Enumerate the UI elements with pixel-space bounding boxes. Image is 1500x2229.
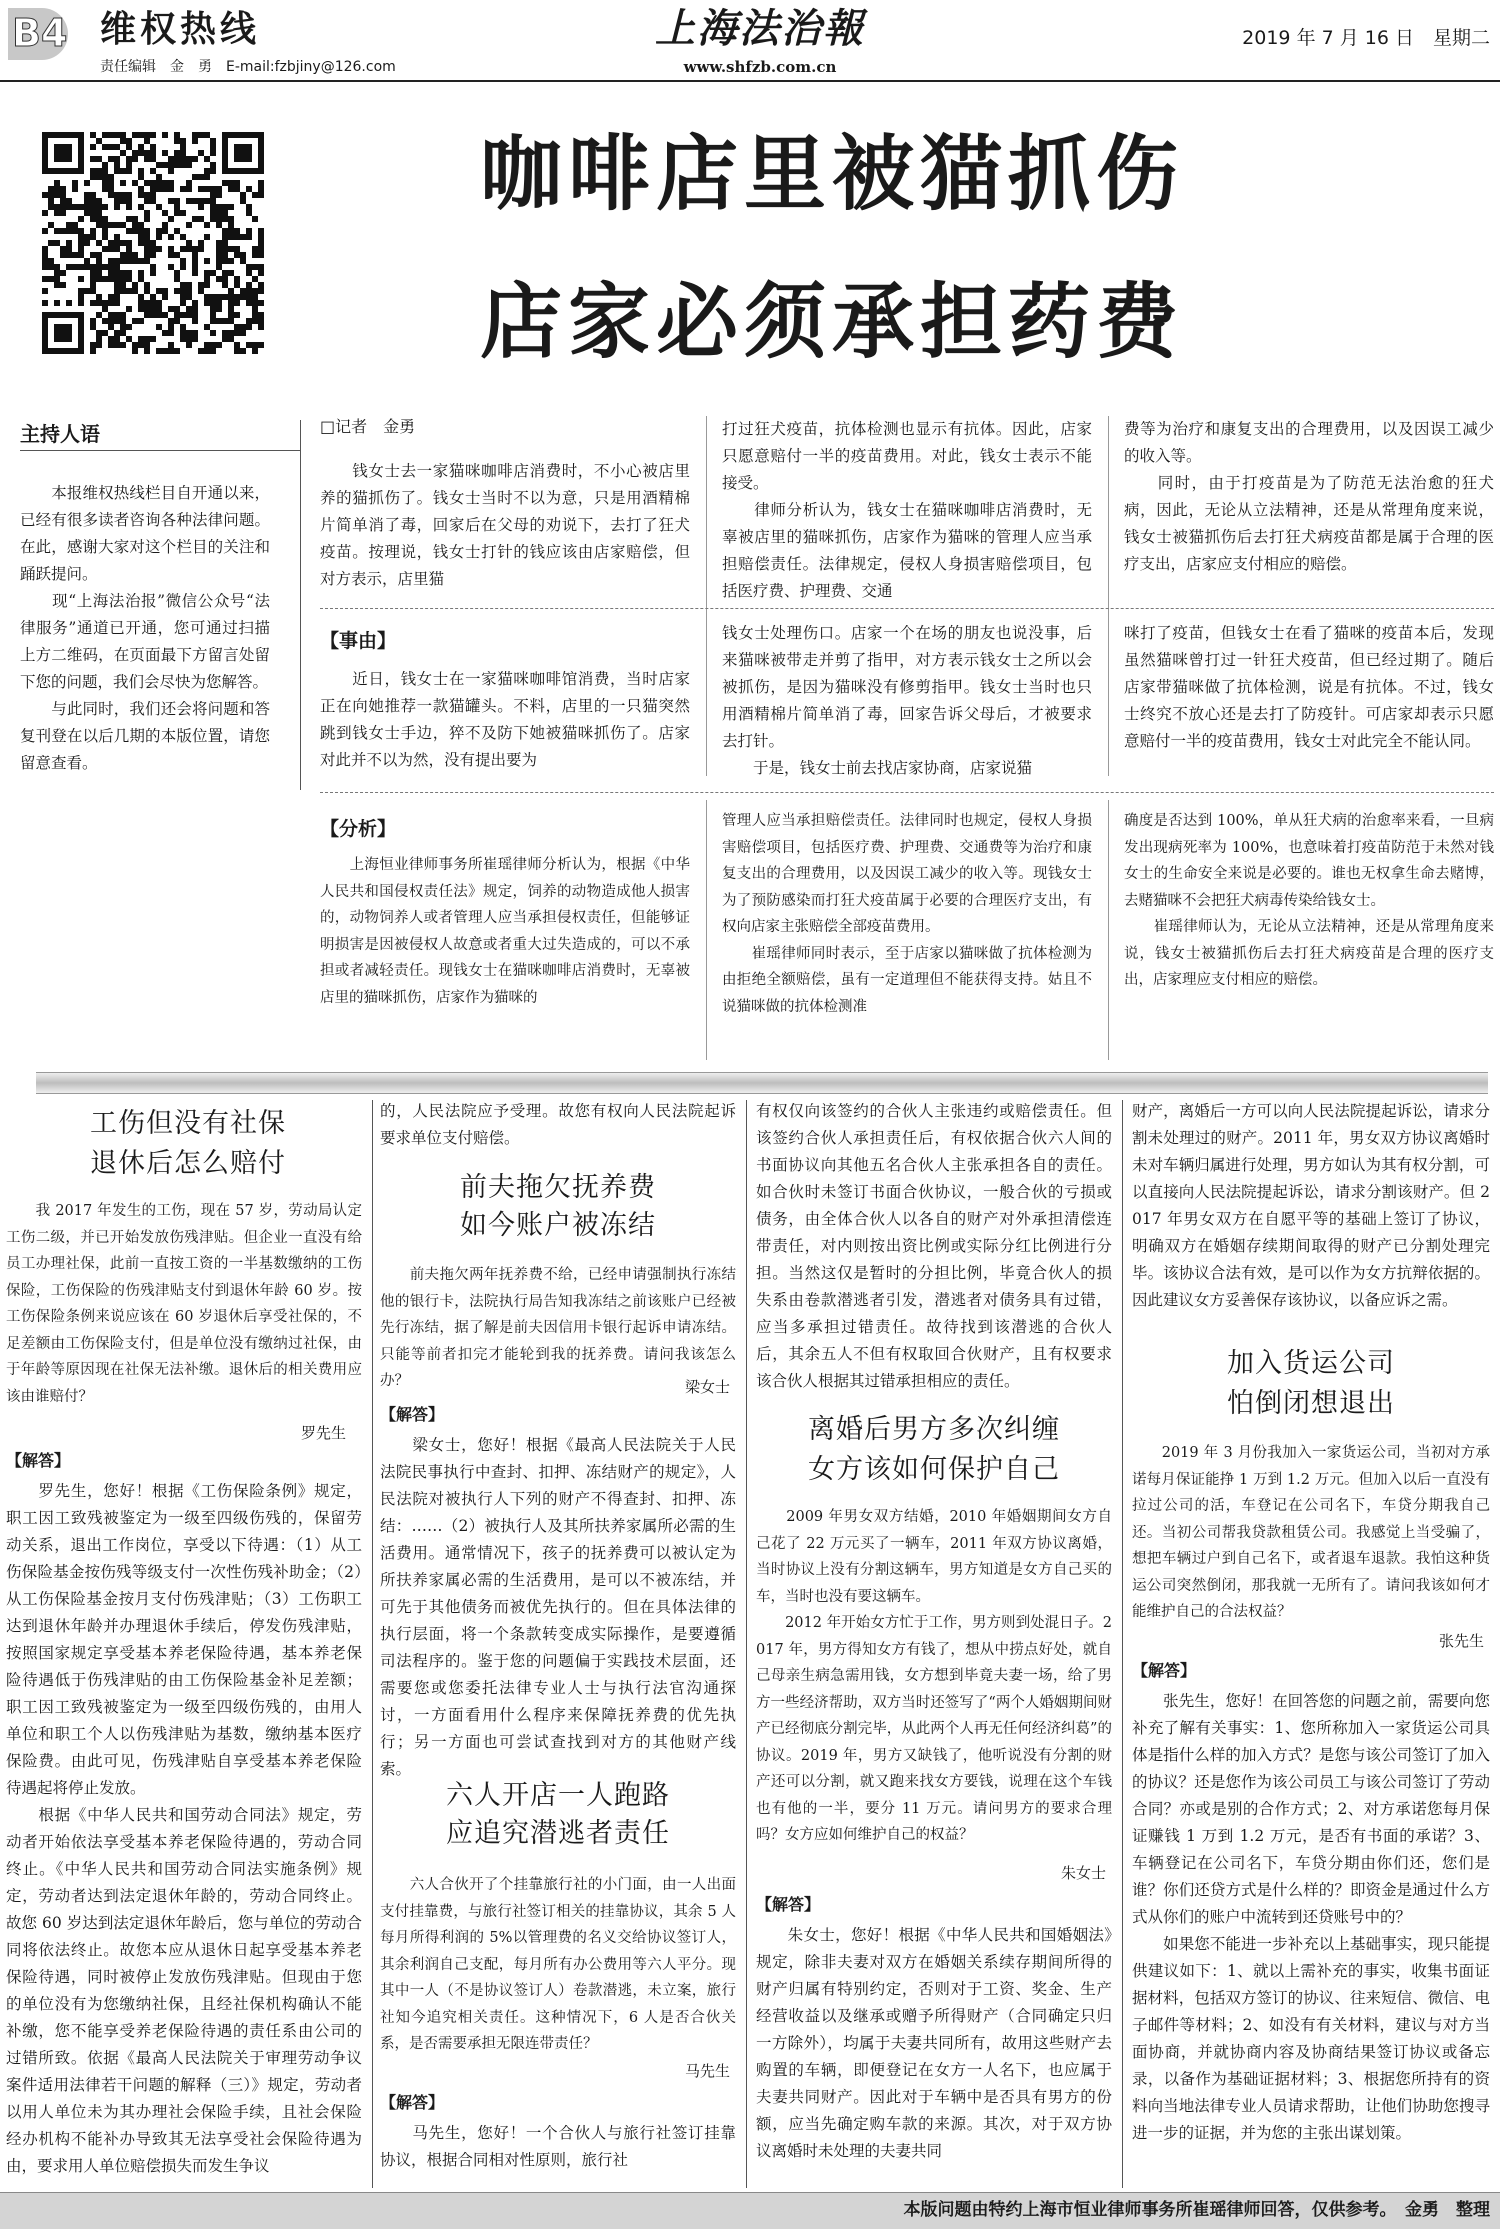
article-4-continued: 财产，离婚后一方可以向人民法院提起诉讼，请求分割未处理过的财产。2011 年，男女双方协议离婚时未对车辆归属进行处理，男方如认为其有权分割，可以直接向人民法院提起诉讼，请求分割该财产。但 2017 年男女双方在自愿平等的基础上签订了协议，明确双方在婚姻存续期间取得的财产已分割处理完毕。该协议合法有效，是可以作为女方抗辩依据的。因此建议女方妥善保存该协议，以备应诉之需。	[1132, 1102, 1490, 1309]
qr-code-icon[interactable]	[42, 132, 264, 354]
article-4-title-2: 女方该如何保护自己	[808, 1454, 1060, 1485]
label-analysis: 【分析】	[320, 818, 397, 840]
article-1-continued: 的，人民法院应予受理。故您有权向人民法院起诉要求单位支付赔偿。	[380, 1102, 736, 1147]
article-3-answer: 马先生，您好！一个合伙人与旅行社签订挂靠协议，根据合同相对性原则，旅行社	[380, 2124, 736, 2169]
main-headline-1: 咖啡店里被猫抓伤	[480, 127, 1185, 222]
analysis-col-3: 确度是否达到 100%，单从狂犬病的治愈率来看，一旦病发出现病死率为 100%，也意味着打疫苗防范于未然对钱女士的生命安全来说是必要的。谁也无权拿生命去赌博，去赌猫咪不会把狂犬病毒传染给钱女士。 崔瑶律师认为，无论从立法精神，还是从常理角度来说，钱女士被猫抓伤后去打狂犬病疫苗是合理的医疗支出，店家理应支付相应的赔偿。	[1124, 813, 1494, 988]
article-5-answer-label: 【解答】	[1132, 1661, 1197, 1680]
article-4-answer: 朱女士，您好！根据《中华人民共和国婚姻法》规定，除非夫妻对双方在婚姻关系续存期间所得的财产归属有特别约定，否则对于工资、奖金、生产经营收益以及继承或赠予所得财产（合同确定只归一方除外），均属于夫妻共同所有，故用这些财产去购置的车辆，即便登记在女方一人名下，也应属于夫妻共同财产。因此对于车辆中是否具有男方的份额，应当先确定购车款的来源。其次，对于双方协议离婚时未处理的夫妻共同	[756, 1926, 1112, 2160]
article-5-title-1: 加入货运公司	[1227, 1348, 1395, 1379]
article-1-title-2: 退休后怎么赔付	[90, 1148, 286, 1179]
cause-col-3: 咪打了疫苗，但钱女士在看了猫咪的疫苗本后，发现虽然猫咪曾打过一针狂犬疫苗，但已经过期了。随后店家带猫咪做了抗体检测，说是有抗体。不过，钱女士终究不放心还是去打了防疫针。可店家却表示只愿意赔付一半的疫苗费用，钱女士对此完全不能认同。	[1124, 624, 1494, 750]
article-5-signature: 张先生	[1438, 1632, 1484, 1650]
lead-col-3: 费等为治疗和康复支出的合理费用，以及因误工减少的收入等。 同时，由于打疫苗是为了防范无法治愈的狂犬病，因此，无论从立法精神，还是从常理角度来说，钱女士被猫抓伤后去打狂犬病疫苗都是属于合理的医疗支出，店家应支付相应的赔偿。	[1124, 420, 1494, 573]
article-2-title-2: 如今账户被冻结	[460, 1210, 656, 1241]
article-3-question: 六人合伙开了个挂靠旅行社的小门面，由一人出面支付挂靠费，与旅行社签订相关的挂靠协议，其余 5 人每月所得利润的 5%以管理费的名义交给协议签订人，其余利润自己支配，每月所有办公费用等六人平分。现其中一人（不是协议签订人）卷款潜逃，未立案，旅行社知今追究相关责任。这种情况下，6 人是否合伙关系，是否需要承担无限连带责任？	[380, 1877, 736, 2052]
article-5-answer: 张先生，您好！在回答您的问题之前，需要向您补充了解有关事实：1、您所称加入一家货运公司具体是指什么样的加入方式？是您与该公司签订了加入的协议？还是您作为该公司员工与该公司签订了劳动合同？亦或是别的合作方式；2、对方承诺您每月保证赚钱 1 万到 1.2 万元，是否有书面的承诺？3、车辆登记在公司名下，车贷分期由你们还，您们是谁？你们还贷方式是什么样的？即资金是通过什么方式从你们的账户中流转到还贷账号中的？ 如果您不能进一步补充以上基础事实，现只能提供建议如下：1、就以上需补充的事实，收集书面证据材料，包括双方签订的协议、往来短信、微信、电子邮件等材料；2、如没有有关材料，建议与对方当面协商，并就协商内容及协商结果签订协议或备忘录，以备作为基础证据材料；3、根据您所持有的资料向当地法律专业人员请求帮助，让他们协助您搜寻进一步的证据，并为您的主张出谋划策。	[1132, 1692, 1490, 2142]
lead-col-1: 钱女士去一家猫咪咖啡店消费时，不小心被店里养的猫抓伤了。钱女士当时不以为意，只是用酒精棉片简单消了毒，回家后在父母的劝说下，去打了狂犬疫苗。按理说，钱女士打针的钱应该由店家赔偿，但对方表示，店里猫	[320, 462, 690, 588]
article-4-answer-label: 【解答】	[756, 1895, 821, 1914]
article-4-title-1: 离婚后男方多次纠缠	[808, 1414, 1060, 1445]
article-5-title-2: 怕倒闭想退出	[1227, 1388, 1395, 1419]
cause-col-1: 近日，钱女士在一家猫咪咖啡馆消费，当时店家正在向她推荐一款猫罐头。不料，店里的一只猫突然跳到钱女士手边，猝不及防下她被猫咪抓伤了。店家对此并不以为然，没有提出要为	[320, 670, 690, 769]
cause-col-2: 钱女士处理伤口。店家一个在场的朋友也说没事，后来猫咪被带走并剪了指甲，对方表示钱女士之所以会被抓伤，是因为猫咪没有修剪指甲。钱女士当时也只用酒精棉片简单消了毒，回家告诉父母后，才被要求去打针。 于是，钱女士前去找店家协商，店家说猫	[722, 624, 1092, 777]
article-3-signature: 马先生	[684, 2062, 730, 2080]
article-2-answer: 梁女士，您好！根据《最高人民法院关于人民法院民事执行中查封、扣押、冻结财产的规定》，人民法院对被执行人下列的财产不得查封、扣押、冻结：……（2）被执行人及其所扶养家属所必需的生活费用。通常情况下，孩子的抚养费可以被认定为所扶养家属必需的生活费用，是可以不被冻结，并可先于其他债务而被优先执行的。但在具体法律的执行层面，将一个条款转变成实际操作，是要遵循司法程序的。鉴于您的问题偏于实践技术层面，还需要您或您委托法律专业人士与执行法官沟通探讨，一方面看用什么程序来保障抚养费的优先执行；另一方面也可尝试查找到对方的其他财产线索。	[380, 1436, 736, 1778]
footer-note: 本版问题由特约上海市恒业律师事务所崔瑶律师回答，仅供参考。 金勇 整理	[903, 2200, 1490, 2220]
analysis-col-2: 管理人应当承担赔偿责任。法律同时也规定，侵权人身损害赔偿项目，包括医疗费、护理费、交通费等为治疗和康复支出的合理费用，以及因误工减少的收入等。现钱女士为了预防感染而打狂犬疫苗属于必要的合理医疗支出，有权向店家主张赔偿全部疫苗费用。 崔瑶律师同时表示，至于店家以猫咪做了抗体检测为由拒绝全额赔偿，虽有一定道理但不能获得支持。姑且不说猫咪做的抗体检测准	[722, 813, 1092, 1015]
article-2-title-1: 前夫拖欠抚养费	[460, 1172, 656, 1203]
article-3-title-1: 六人开店一人跑路	[446, 1780, 670, 1811]
analysis-col-1: 上海恒业律师事务所崔瑶律师分析认为，根据《中华人民共和国侵权责任法》规定，饲养的动物造成他人损害的，动物饲养人或者管理人应当承担侵权责任，但能够证明损害是因被侵权人故意或者重大过失造成的，可以不承担或者减轻责任。现钱女士在猫咪咖啡店消费时，无辜被店里的猫咪抓伤，店家作为猫咪的	[320, 857, 690, 1006]
article-5-question: 2019 年 3 月份我加入一家货运公司，当初对方承诺每月保证能挣 1 万到 1.2 万元。但加入以后一直没有拉过公司的活，车登记在公司名下，车贷分期我自己还。当初公司帮我贷款租赁公司。我感觉上当受骗了，想把车辆过户到自己名下，或者退车退款。我怕这种货运公司突然倒闭，那我就一无所有了。请问我该如何才能维护自己的合法权益？	[1132, 1445, 1490, 1620]
article-1-answer: 罗先生，您好！根据《工伤保险条例》规定，职工因工致残被鉴定为一级至四级伤残的，保留劳动关系，退出工作岗位，享受以下待遇：（1）从工伤保险基金按伤残等级支付一次性伤残补助金；（2）从工伤保险基金按月支付伤残津贴；（3）工伤职工达到退休年龄并办理退休手续后，停发伤残津贴，按照国家规定享受基本养老保险待遇，基本养老保险待遇低于伤残津贴的由工伤保险基金补足差额；职工因工致残被鉴定为一级至四级伤残的，由用人单位和职工个人以伤残津贴为基数，缴纳基本医疗保险费。由此可见，伤残津贴自享受基本养老保险待遇起将停止发放。 根据《中华人民共和国劳动合同法》规定，劳动者开始依法享受基本养老保险待遇的，劳动合同终止。《中华人民共和国劳动合同法实施条例》规定，劳动者达到法定退休年龄的，劳动合同终止。故您 60 岁达到法定退休年龄后，您与单位的劳动合同将依法终止。故您本应从退休日起享受基本养老保险待遇，同时被停止发放伤残津贴。但现由于您的单位没有为您缴纳社保，且经社保机构确认不能补缴，您不能享受养老保险待遇的责任系由公司的过错所致。依据《最高人民法院关于审理劳动争议案件适用法律若干问题的解释（三）》规定，劳动者以用人单位未为其办理社会保险手续，且社会保险经办机构不能补办导致其无法享受社会保险待遇为由，要求用人单位赔偿损失而发生争议	[6, 1482, 362, 2175]
article-3-answer-label: 【解答】	[380, 2093, 445, 2112]
host-title: 主持人语	[20, 422, 100, 446]
editor-line: 责任编辑 金 勇 E-mail:fzbjiny@126.com	[100, 59, 396, 75]
article-1-signature: 罗先生	[300, 1424, 346, 1442]
article-2-question: 前夫拖欠两年抚养费不给，已经申请强制执行冻结他的银行卡，法院执行局告知我冻结之前该账户已经被先行冻结，据了解是前夫因信用卡银行起诉申请冻结。只能等前者扣完才能轮到我的抚养费。请问我该怎么办？	[380, 1267, 736, 1389]
header-bar	[0, 0, 1500, 76]
main-headline-2: 店家必须承担药费	[480, 275, 1185, 370]
article-1-answer-label: 【解答】	[6, 1451, 71, 1470]
article-3-continued: 有权仅向该签约的合伙人主张违约或赔偿责任。但该签约合伙人承担责任后，有权依据合伙六人间的书面协议向其他五名合伙人主张承担各自的责任。如合伙时未签订书面合伙协议，一般合伙的亏损或债务，由全体合伙人以各自的财产对外承担清偿连带责任，对内则按出资比例或实际分红比例进行分担。当然这仅是暂时的分担比例，毕竟合伙人的损失系由卷款潜逃者引发，潜逃者对债务具有过错，应当多承担过错责任。故待找到该潜逃的合伙人后，其余五人不但有权取回合伙财产，且有权要求该合伙人根据其过错承担相应的责任。	[756, 1102, 1112, 1390]
article-1-question: 我 2017 年发生的工伤，现在 57 岁，劳动局认定工伤二级，并已开始发放伤残津贴。但企业一直没有给员工办理社保，此前一直按工资的一半基数缴纳的工伤保险，工伤保险的伤残津贴支付到退休年龄 60 岁。按工伤保险条例来说应该在 60 岁退休后享受社保的，不足差额由工伤保险支付，但是单位没有缴纳过社保，由于年龄等原因现在社保无法补缴。退休后的相关费用应该由谁赔付？	[6, 1203, 362, 1405]
article-2-signature: 梁女士	[684, 1378, 730, 1396]
section-title: 维权热线	[100, 9, 261, 50]
issue-date: 2019 年 7 月 16 日 星期二	[1242, 27, 1490, 49]
website-url[interactable]: www.shfzb.com.cn	[683, 58, 837, 76]
article-1-title-1: 工伤但没有社保	[90, 1108, 286, 1139]
host-text: 本报维权热线栏目自开通以来，已经有很多读者咨询各种法律问题。在此，感谢大家对这个栏目的关注和踊跃提问。 现“上海法治报”微信公众号“法律服务”通道已开通，您可通过扫描上方二维码，在页面最下方留言处留下您的问题，我们会尽快为您解答。 与此同时，我们还会将问题和答复刊登在以后几期的本版位置，请您留意查看。	[20, 484, 270, 772]
article-3-title-2: 应追究潜逃者责任	[446, 1818, 670, 1849]
lead-col-2: 打过狂犬疫苗，抗体检测也显示有抗体。因此，店家只愿意赔付一半的疫苗费用。对此，钱女士表示不能接受。 律师分析认为，钱女士在猫咪咖啡店消费时，无辜被店里的猫咪抓伤，店家作为猫咪的管理人应当承担赔偿责任。法律规定，侵权人身损害赔偿项目，包括医疗费、护理费、交通	[722, 420, 1092, 600]
label-cause: 【事由】	[320, 630, 397, 652]
article-4-question: 2009 年男女双方结婚，2010 年婚姻期间女方自己花了 22 万元买了一辆车，2011 年双方协议离婚，当时协议上没有分割这辆车，男方知道是女方自己买的车，当时也没有要这辆车。 2012 年开始女方忙于工作，男方则到处混日子。2017 年，男方得知女方有钱了，想从中捞点好处，就自己母亲生病急需用钱，女方想到毕竟夫妻一场，给了男方一些经济帮助，双方当时还签写了“两个人婚姻期间财产已经彻底分割完毕，从此两个人再无任何经济纠葛”的协议。2019 年，男方又缺钱了，他听说没有分割的财产还可以分割，就又跑来找女方要钱，说理在这个车钱也有他的一半，要分 11 万元。请问男方的要求合理吗？女方应如何维护自己的权益？	[756, 1509, 1112, 1843]
article-2-answer-label: 【解答】	[380, 1405, 445, 1424]
page-number: B4	[12, 11, 68, 55]
byline: □记者 金勇	[320, 417, 416, 436]
article-4-signature: 朱女士	[1060, 1864, 1106, 1882]
masthead: 上海法治報	[655, 5, 865, 52]
section-divider	[36, 1072, 1488, 1094]
